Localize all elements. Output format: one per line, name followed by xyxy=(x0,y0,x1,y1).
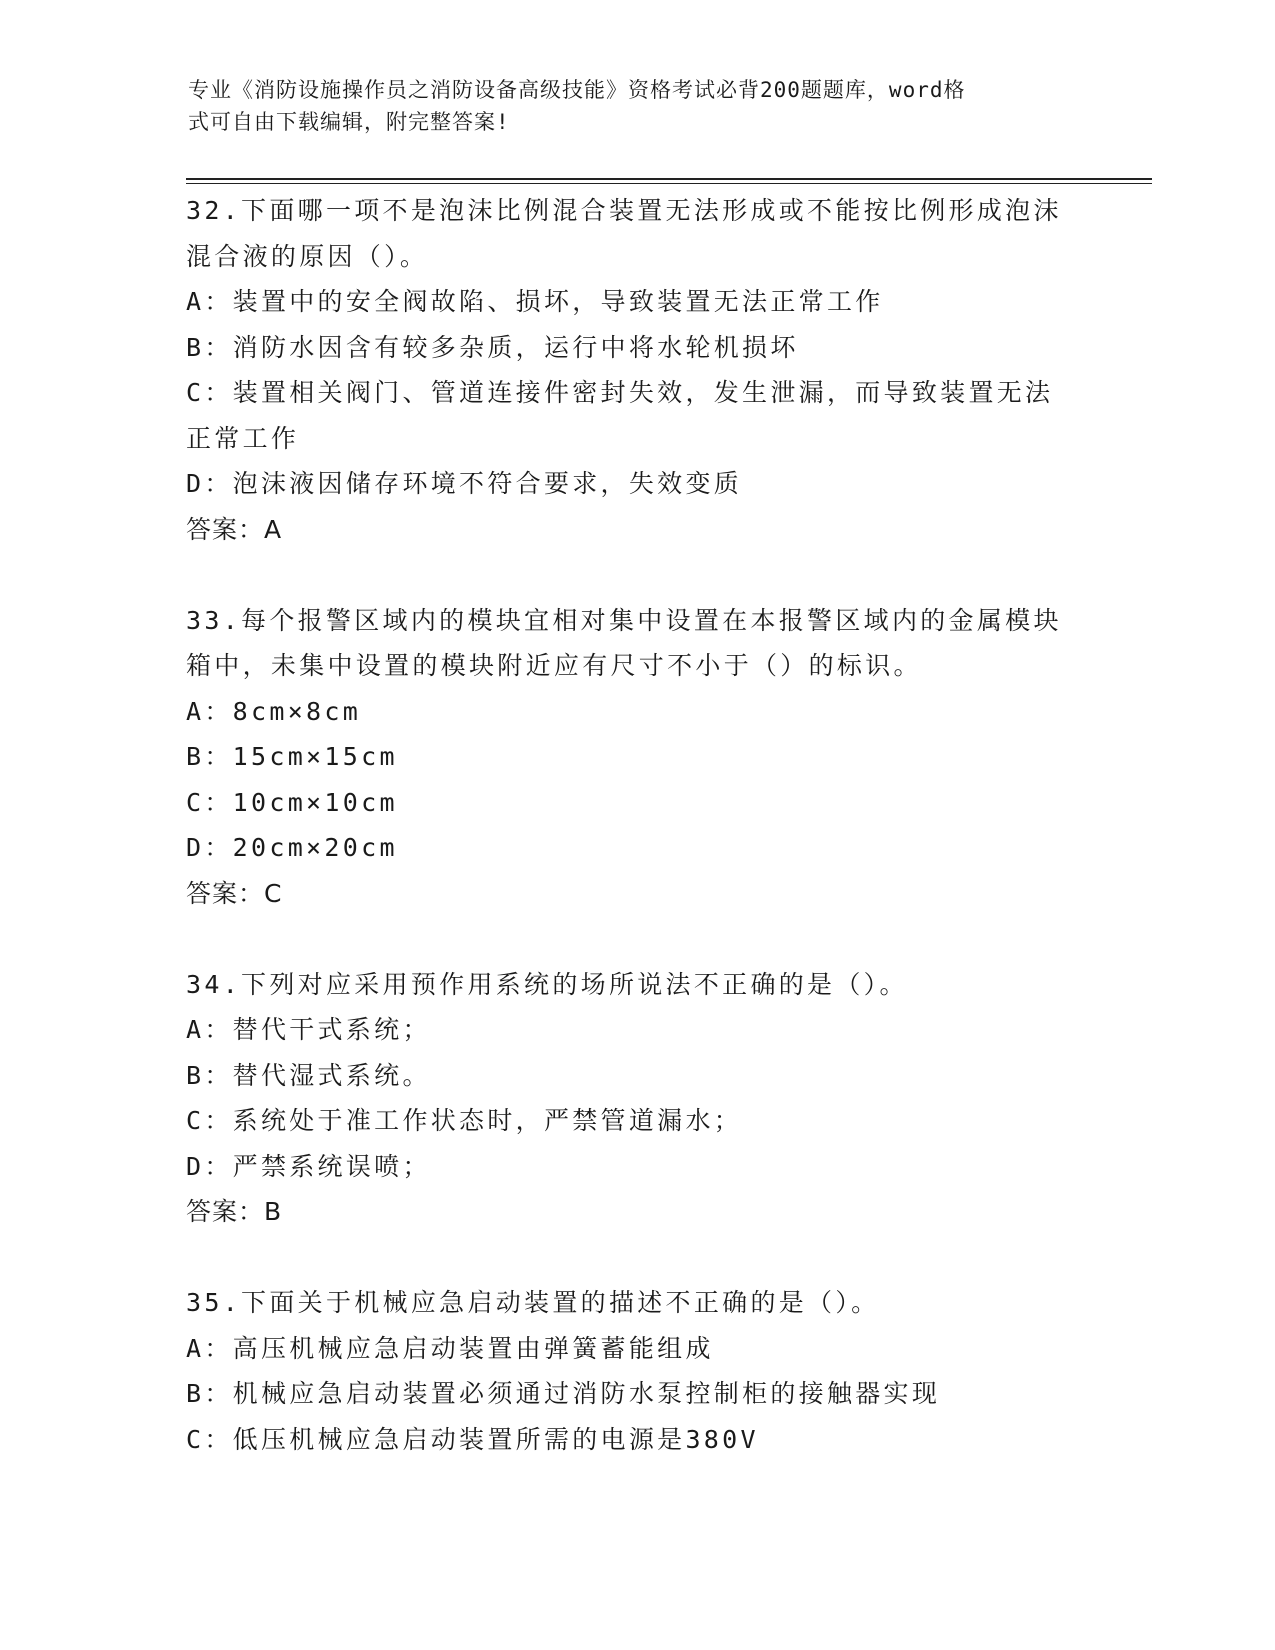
option-c: C：装置相关阀门、管道连接件密封失效，发生泄漏，而导致装置无法 xyxy=(186,378,1054,407)
option-c: C：系统处于准工作状态时，严禁管道漏水； xyxy=(186,1106,743,1135)
option-b: B：15cm×15cm xyxy=(186,742,398,771)
header-divider-thick xyxy=(186,178,1152,180)
option-a: A：8cm×8cm xyxy=(186,696,362,726)
option-a: A：装置中的安全阀故陷、损坏，导致装置无法正常工作 xyxy=(186,287,884,316)
document-header xyxy=(188,74,1068,138)
spacer xyxy=(186,1235,1086,1281)
option-b: B：消防水因含有较多杂质，运行中将水轮机损坏 xyxy=(186,332,799,362)
option-c: C：低压机械应急启动装置所需的电源是380V xyxy=(186,1424,759,1454)
option-c: 正常工作 xyxy=(186,423,300,453)
answer: 答案：A xyxy=(186,514,283,544)
header-line-1: 专业《消防设施操作员之消防设备高级技能》资格考试必背200题题库，word格 xyxy=(188,78,966,102)
question-stem: 34.下列对应采用预作用系统的场所说法不正确的是（）。 xyxy=(186,969,908,999)
option-d: D：泡沫液因储存环境不符合要求，失效变质 xyxy=(186,469,743,498)
option-c: C：10cm×10cm xyxy=(186,787,398,817)
option-d: D：严禁系统误喷； xyxy=(186,1151,431,1181)
question-stem: 33.每个报警区域内的模块宜相对集中设置在本报警区域内的金属模块 xyxy=(186,605,1062,635)
question-stem: 32.下面哪一项不是泡沫比例混合装置无法形成或不能按比例形成泡沫 xyxy=(186,196,1062,225)
question-32 xyxy=(186,188,1086,552)
spacer xyxy=(186,916,1086,962)
option-a: A：替代干式系统； xyxy=(186,1015,431,1044)
question-34 xyxy=(186,962,1086,1235)
question-33 xyxy=(186,598,1086,917)
answer: 答案：C xyxy=(186,878,283,908)
header-divider-thin xyxy=(186,183,1152,184)
option-a: A：高压机械应急启动装置由弹簧蓄能组成 xyxy=(186,1333,714,1363)
header-line-2: 式可自由下载编辑，附完整答案! xyxy=(188,110,510,134)
spacer xyxy=(186,552,1086,598)
option-d: D：20cm×20cm xyxy=(186,833,398,862)
option-b: B：机械应急启动装置必须通过消防水泵控制柜的接触器实现 xyxy=(186,1379,941,1408)
question-stem: 混合液的原因（）。 xyxy=(186,241,429,271)
answer: 答案：B xyxy=(186,1197,283,1226)
question-list xyxy=(186,188,1086,1462)
question-35 xyxy=(186,1280,1086,1462)
option-b: B：替代湿式系统。 xyxy=(186,1060,431,1090)
question-stem: 35.下面关于机械应急启动装置的描述不正确的是（）。 xyxy=(186,1288,880,1317)
question-stem: 箱中，未集中设置的模块附近应有尺寸不小于（）的标识。 xyxy=(186,651,922,680)
